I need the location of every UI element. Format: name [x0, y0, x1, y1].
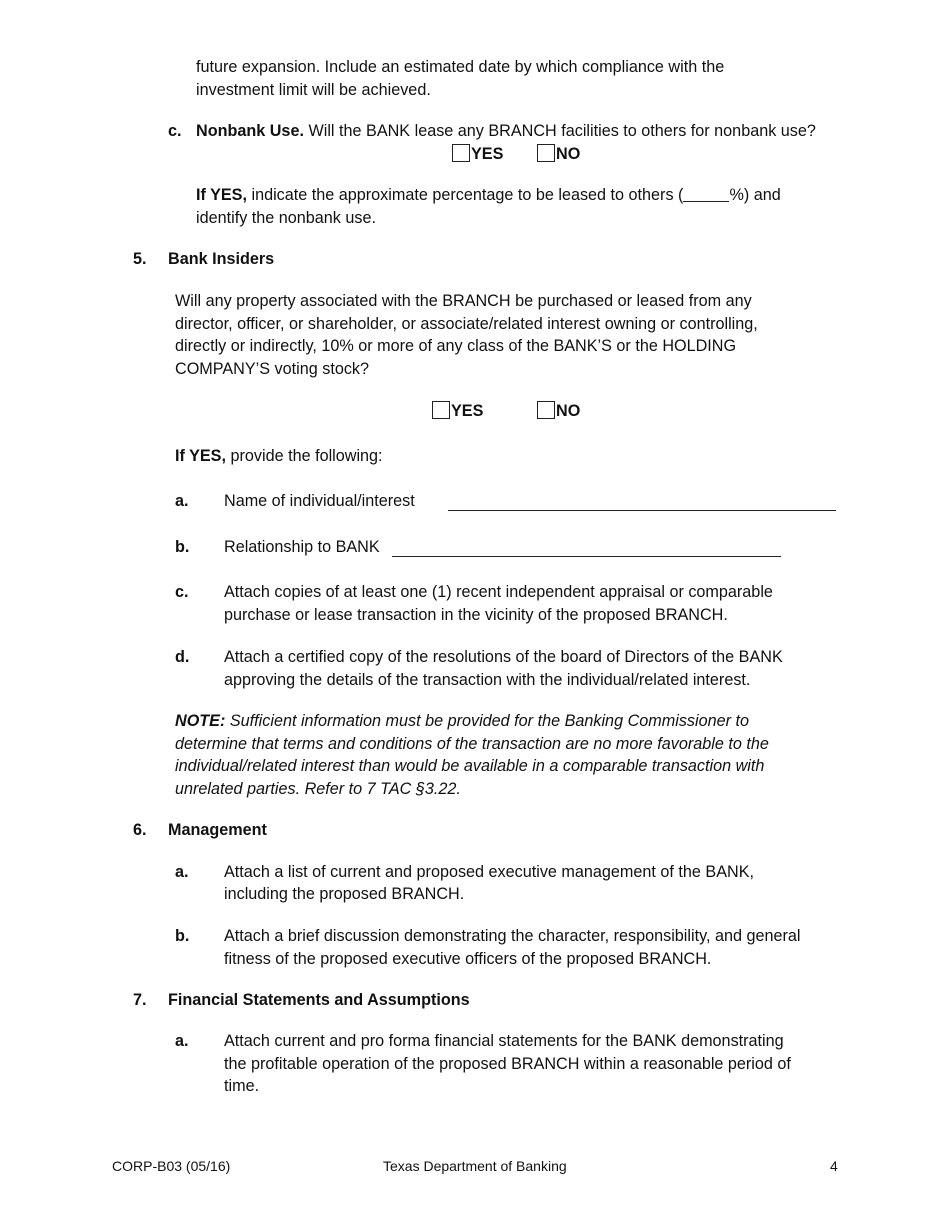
section5-para-3: directly or indirectly, 10% or more of any class of the BANK’S or the HOLDING	[175, 337, 737, 355]
note-line-4: unrelated parties. Refer to 7 TAC §3.22.	[175, 780, 461, 798]
nonbank-no-option	[537, 143, 580, 166]
note-line-2: determine that terms and conditions of the transaction are no more favorable to the	[175, 735, 769, 753]
nonbank-no-label: NO	[556, 145, 581, 163]
intro-line-1: future expansion. Include an estimated date by which compliance with the	[196, 58, 725, 76]
nonbank-yes-option	[452, 143, 503, 166]
relationship-input-line[interactable]	[392, 540, 781, 557]
section6-title: Management	[168, 821, 267, 839]
item-5d-line-2: approving the details of the transaction with the individual/related interest.	[224, 671, 751, 689]
name-input-line[interactable]	[448, 494, 836, 511]
section7-number: 7.	[133, 991, 147, 1009]
nonbank-ifyes-line2: identify the nonbank use.	[196, 209, 376, 227]
footer-agency: Texas Department of Banking	[383, 1158, 567, 1174]
section5-ifyes	[175, 445, 383, 468]
item-5d-line-1: Attach a certified copy of the resolutions of the board of Directors of the BANK	[224, 648, 783, 666]
section6-number: 6.	[133, 821, 147, 839]
section5-para-2: director, officer, or shareholder, or associate/related interest owning or controlling,	[175, 315, 758, 333]
intro-line-2: investment limit will be achieved.	[196, 81, 431, 99]
nonbank-heading: Nonbank Use.	[196, 122, 304, 140]
nonbank-question-text: Will the BANK lease any BRANCH facilities to others for nonbank use?	[303, 122, 816, 140]
insider-yes-checkbox[interactable]	[432, 401, 450, 419]
insider-no-option	[537, 400, 580, 423]
item-6b-line-2: fitness of the proposed executive officers of the proposed BRANCH.	[224, 950, 712, 968]
item-6a-label: a.	[175, 863, 189, 881]
percentage-input-line[interactable]	[683, 186, 729, 202]
section7-title: Financial Statements and Assumptions	[168, 991, 470, 1009]
nonbank-ifyes-text1: indicate the approximate percentage to be leased to others (	[246, 186, 684, 204]
insider-yes-label: YES	[451, 402, 484, 420]
item-5b-text: Relationship to BANK	[224, 538, 380, 556]
item-5c-line-1: Attach copies of at least one (1) recent independent appraisal or comparable	[224, 583, 773, 601]
footer-form-id: CORP-B03 (05/16)	[112, 1158, 231, 1174]
section5-number: 5.	[133, 250, 147, 268]
nonbank-question	[196, 120, 816, 143]
nonbank-no-checkbox[interactable]	[537, 144, 555, 162]
item-6b-line-1: Attach a brief discussion demonstrating the character, responsibility, and general	[224, 927, 801, 945]
item-6a-line-1: Attach a list of current and proposed executive management of the BANK,	[224, 863, 754, 881]
note-line-3: individual/related interest than would be available in a comparable transaction with	[175, 757, 765, 775]
item-5c-label: c.	[175, 583, 189, 601]
item-7a-line-3: time.	[224, 1077, 260, 1095]
nonbank-ifyes	[196, 184, 781, 207]
nonbank-yes-label: YES	[471, 145, 504, 163]
section5-ifyes-bold: If YES,	[175, 447, 226, 465]
note-line-1	[175, 710, 749, 733]
nonbank-yes-checkbox[interactable]	[452, 144, 470, 162]
section5-ifyes-text: provide the following:	[225, 447, 383, 465]
section5-para-1: Will any property associated with the BRANCH be purchased or leased from any	[175, 292, 752, 310]
footer-page-number: 4	[830, 1158, 838, 1174]
item-5b-label: b.	[175, 538, 190, 556]
section5-para-4: COMPANY’S voting stock?	[175, 360, 370, 378]
item-5c-line-2: purchase or lease transaction in the vicinity of the proposed BRANCH.	[224, 606, 728, 624]
item-5a-label: a.	[175, 492, 189, 510]
nonbank-label: c.	[168, 122, 182, 140]
note-text-1: Sufficient information must be provided for the Banking Commissioner to	[225, 712, 750, 730]
item-7a-line-2: the profitable operation of the proposed BRANCH within a reasonable period of	[224, 1055, 791, 1073]
item-7a-label: a.	[175, 1032, 189, 1050]
item-5d-label: d.	[175, 648, 190, 666]
insider-yes-option	[432, 400, 483, 423]
item-6a-line-2: including the proposed BRANCH.	[224, 885, 465, 903]
note-bold: NOTE:	[175, 712, 226, 730]
item-6b-label: b.	[175, 927, 190, 945]
insider-no-checkbox[interactable]	[537, 401, 555, 419]
item-7a-line-1: Attach current and pro forma financial statements for the BANK demonstrating	[224, 1032, 784, 1050]
section5-title: Bank Insiders	[168, 250, 275, 268]
item-5a-text: Name of individual/interest	[224, 492, 415, 510]
insider-no-label: NO	[556, 402, 581, 420]
nonbank-ifyes-bold: If YES,	[196, 186, 247, 204]
nonbank-ifyes-text2: %) and	[729, 186, 781, 204]
